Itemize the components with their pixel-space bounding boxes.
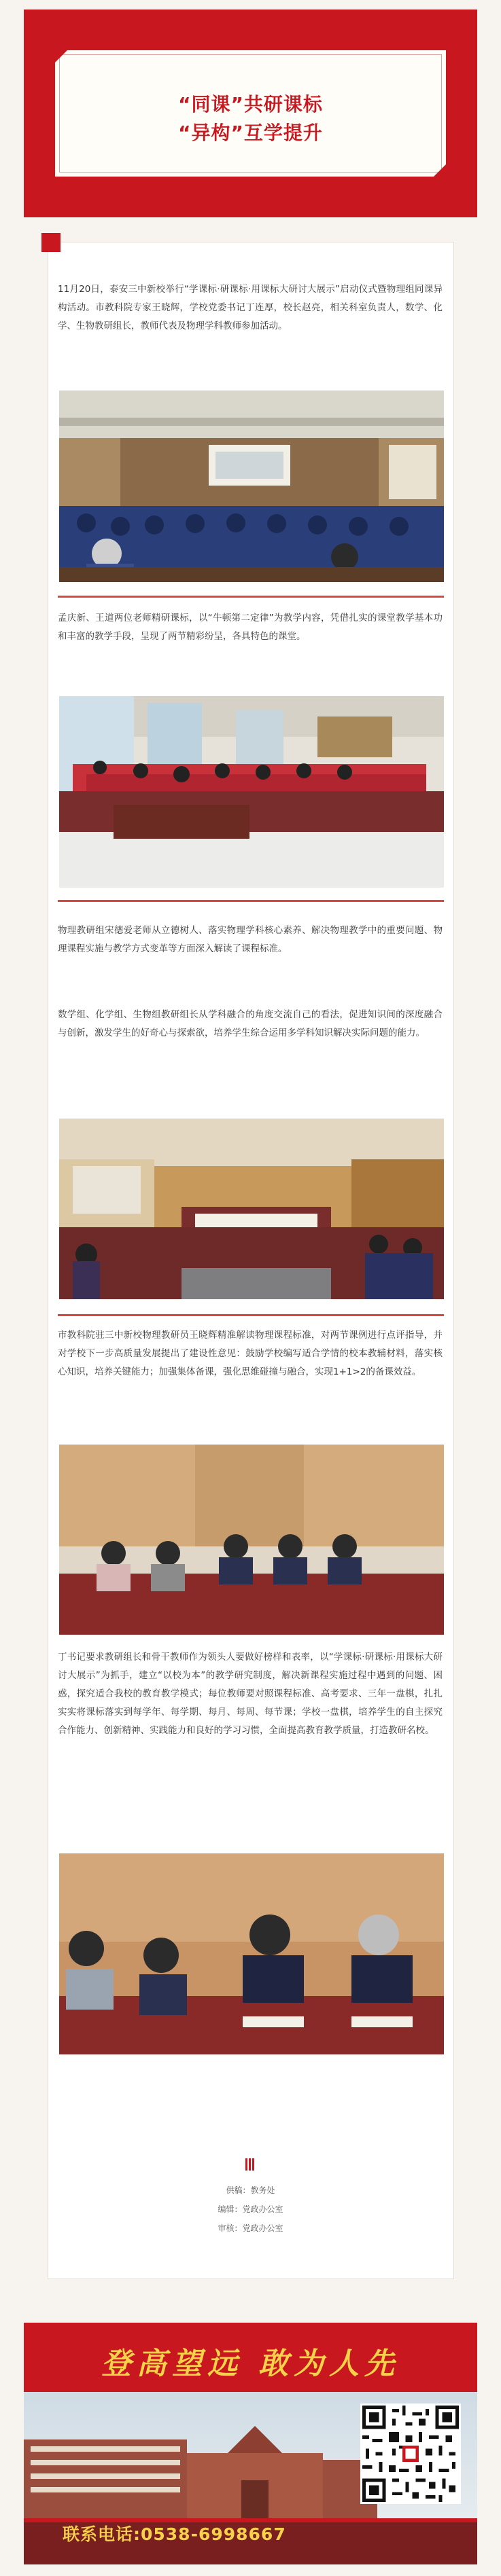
credit-reviewer: 审核：党政办公室 bbox=[218, 2224, 283, 2233]
section-divider bbox=[58, 1314, 444, 1316]
contact-phone: 联系电话:0538-6998667 bbox=[63, 2524, 286, 2544]
slogan-banner bbox=[24, 2323, 477, 2392]
article-card bbox=[48, 242, 454, 2279]
slogan-text: 登高望远 敢为人先 bbox=[101, 2346, 400, 2381]
credits-icon bbox=[245, 2158, 255, 2171]
photo-meeting-room bbox=[59, 1119, 444, 1299]
photo-lecture-hall bbox=[59, 391, 444, 582]
paragraph-opening: 11月20日，泰安三中新校举行“学课标·研课标·用课标大研讨大展示”启动仪式暨物理组同课异构活动。市教科院专家王晓辉，学校党委书记丁连厚，校长赵亮，相关科室负责人，数学、化学、生物教研组长，教师代表及物理学科教师参加活动。 bbox=[58, 284, 443, 331]
paragraph-expert-guidance: 市教科院驻三中新校物理教研员王晓辉精准解读物理课程标准，对两节课例进行点评指导，并对学校下一步高质量发展提出了建设性意见：鼓励学校编写适合学情的校本教辅材料，落实核心知识，培养关键能力；加强集体备课，强化思维碰撞与融合，实现1+1>2的备课效益。 bbox=[58, 1330, 443, 1377]
credit-editor: 编辑：党政办公室 bbox=[218, 2205, 283, 2214]
header-banner bbox=[24, 10, 477, 217]
paragraph-secretary-requirements: 丁书记要求教研组长和骨干教师作为领头人要做好榜样和表率，以“学课标·研课标·用课标大研讨大展示”为抓手，建立“以校为本”的教学研究制度，解决新课程实施过程中遇到的问题、困惑，探究适合我校的教育教学模式；每位教师要对照课程标准、高考要求、三年一盘棋，扎扎实实将课标落实到每学年、每学期、每月、每周、每节课；学校一盘棋，培养学生的自主探究合作能力、创新精神、实践能力和良好的学习习惯，全面提高教育教学质量，打造教研名校。 bbox=[58, 1652, 443, 1736]
page-title-line2: “异构”互学提升 bbox=[178, 122, 323, 144]
paragraph-curriculum: 物理教研组宋德爱老师从立德树人、落实物理学科核心素养、解决物理教学中的重要问题、物理课程实施与教学方式变革等方面深入解读了课程标准。 bbox=[58, 925, 443, 954]
photo-leaders-closeup bbox=[59, 1853, 444, 2054]
corner-square-decoration bbox=[41, 233, 61, 252]
corner-decoration bbox=[427, 158, 453, 183]
paragraph-interdisciplinary: 数学组、化学组、生物组教研组长从学科融合的角度交流自己的看法，促进知识间的深度融合与创新，激发学生的好奇心与探索欲，培养学生综合运用多学科知识解决实际问题的能力。 bbox=[58, 1009, 443, 1038]
qr-code[interactable] bbox=[360, 2403, 461, 2504]
credit-provider: 供稿：教务处 bbox=[226, 2185, 275, 2195]
section-divider bbox=[58, 596, 444, 598]
paragraph-lessons: 孟庆新、王道两位老师精研课标，以“牛顿第二定律”为教学内容，凭借扎实的课堂教学基本功和丰富的教学手段，呈现了两节精彩纷呈，各具特色的课堂。 bbox=[58, 613, 443, 642]
corner-decoration bbox=[48, 43, 74, 69]
section-divider bbox=[58, 900, 444, 902]
title-card bbox=[54, 49, 447, 178]
photo-expert-panel bbox=[59, 1445, 444, 1635]
photo-students-class bbox=[59, 696, 444, 888]
page-title-line1: “同课”共研课标 bbox=[178, 93, 323, 115]
